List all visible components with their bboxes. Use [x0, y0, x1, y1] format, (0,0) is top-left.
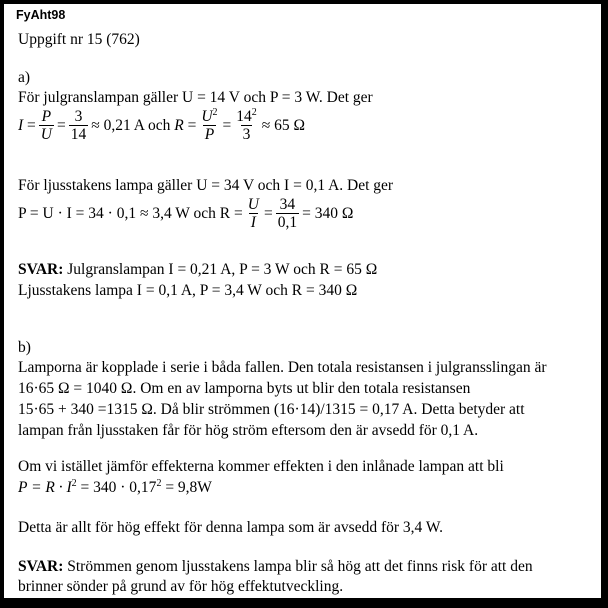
result-R: ≈ 65 Ω — [261, 116, 306, 134]
equation-I-R: I = $\frac{P}{U}$ = $\frac{3}{14}$ ≈ 0,21 A och R = $\frac{U^2}{P}$ = $\frac{14^2}{3}$ ≈ 65 Ω — [18, 106, 306, 143]
answer-a-text1: Julgranslampan I = 0,21 A, P = 3 W och R = 65 Ω — [67, 261, 378, 278]
part-b-line2: 16·65 Ω = 1040 Ω. Om en av lamporna byts ut blir den totala resistansen — [18, 380, 471, 397]
part-b-line6: Detta är allt för hög effekt för denna lampa som är avsedd för 3,4 W. — [18, 519, 443, 536]
fraction-14sq-over-3 — [234, 108, 259, 143]
num-P: P — [41, 108, 52, 125]
den-P: P — [204, 126, 215, 143]
part-b-line5: Om vi istället jämför effekterna kommer effekten i den inlånade lampan att bli — [18, 458, 504, 475]
answer-b-line1 — [18, 557, 533, 577]
fraction-3-over-14 — [69, 108, 89, 143]
part-b-label: b) — [18, 339, 31, 356]
solution-panel — [4, 4, 601, 598]
den-01: 0,1 — [277, 214, 298, 231]
answer-a-label: SVAR: — [18, 261, 64, 278]
answer-b-text1: Strömmen genom ljusstakens lampa blir så hög att det finns risk för att den — [63, 558, 533, 575]
eq-R: R — [174, 116, 184, 134]
equation-P-R: P = U · I = 34 · 0,1 ≈ 3,4 W och R = $\frac{U}{I}$ = $\frac{34}{0,1}$ = 340 Ω — [18, 196, 354, 231]
eq3-b: = 340 · 0,17 — [76, 479, 157, 496]
eq3-exp2: 2 — [156, 477, 162, 489]
fraction-U-over-I — [246, 196, 261, 231]
answer-a-line2: Ljusstakens lampa I = 0,1 A, P = 3,4 W och R = 340 Ω — [18, 282, 358, 299]
eq-I: I — [18, 116, 24, 134]
result-R2: = 340 Ω — [302, 204, 354, 222]
eq2-lhs: P = U · I = 34 · 0,1 ≈ 3,4 W och R = — [18, 204, 243, 222]
den-U: U — [40, 126, 52, 143]
fraction-U2-over-P — [199, 108, 219, 143]
exp-2b: 2 — [251, 106, 257, 118]
part-b-line1: Lamporna är kopplade i serie i båda fallen. Den totala resistansen i julgransslingan är — [18, 359, 547, 376]
num-14: 14 — [236, 108, 252, 125]
result-I: ≈ 0,21 A och — [91, 116, 171, 134]
part-a-intro: För julgranslampan gäller U = 14 V och P = 3 W. Det ger — [18, 89, 373, 106]
eq3-a: P = R · I — [18, 479, 72, 496]
eq3-c: = 9,8W — [161, 479, 212, 496]
fraction-P-over-U — [39, 108, 54, 143]
den-14: 14 — [70, 126, 87, 143]
part-b-line3: 15·65 + 340 =1315 Ω. Då blir strömmen (16·14)/1315 = 0,17 A. Detta betyder att — [18, 401, 525, 418]
part-b-line4: lampan från ljusstaken får för hög ström eftersom den är avsedd för 0,1 A. — [18, 422, 479, 439]
part-a-label: a) — [18, 69, 31, 86]
num-3: 3 — [74, 108, 83, 125]
task-header: Uppgift nr 15 (762) — [18, 31, 140, 48]
exp-2: 2 — [212, 106, 218, 118]
answer-b-line2: brinner sönder på grund av för hög effektutveckling. — [18, 578, 344, 595]
num-U2: U — [247, 196, 259, 213]
equation-power — [18, 478, 212, 498]
eq3-exp: 2 — [71, 477, 77, 489]
fraction-34-over-01 — [276, 196, 299, 231]
author-tag: FyAht98 — [16, 8, 66, 22]
num-34: 34 — [279, 196, 296, 213]
answer-a-line1 — [18, 260, 377, 280]
den-3: 3 — [242, 126, 251, 143]
answer-b-label: SVAR: — [18, 558, 64, 575]
part-a-intro-2: För ljusstakens lampa gäller U = 34 V och I = 0,1 A. Det ger — [18, 177, 394, 194]
den-I: I — [250, 214, 256, 231]
num-U: U — [201, 108, 213, 125]
